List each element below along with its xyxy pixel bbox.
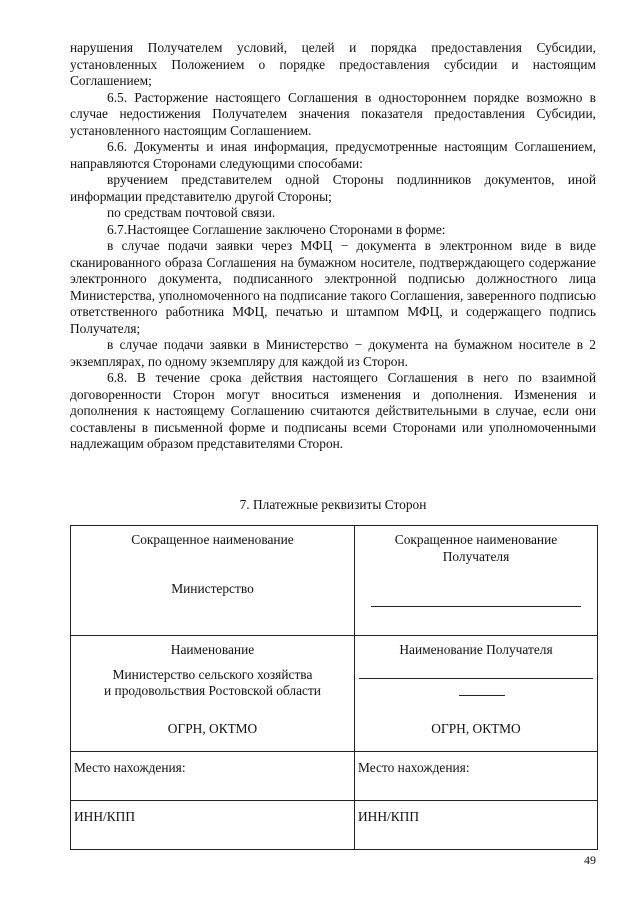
page-number: 49 [584,853,596,867]
name-recipient-cell [355,636,598,752]
table-row [71,526,598,636]
paragraph-continuation: нарушения Получателем условий, целей и порядка предоставления Субсидии, установленных Положением о порядке предоставления субсидии и настоящим Соглашением; [70,40,596,88]
paragraph-delivery-hand: вручением представителем одной Стороны подлинников документов, иной информации представителю другой Стороны; [70,172,596,204]
paragraph-delivery-post: по средствам почтовой связи. [107,205,276,220]
section-title: 7. Платежные реквизиты Сторон [239,496,427,512]
paragraph-ministry: в случае подачи заявки в Министерство − документа на бумажном носителе в 2 экземплярах, по одному экземпляру для каждой из Сторон. [70,337,596,369]
recipient-name-blank-1 [359,678,593,679]
paragraph-6-8: 6.8. В течение срока действия настоящего Соглашения в него по взаимной договоренности Сторон могут вноситься изменения и дополнения. Изменения и дополнения к настоящему Соглашению считаются действительными в случае, если они составлены в письменной форме и подписаны всеми Сторонами или уполномоченными надлежащим образом представителями Сторон. [70,370,596,451]
recipient-name-blank-2 [459,695,505,696]
inn-kpp-recipient-cell: ИНН/КПП [355,801,598,850]
location-ministry-cell: Место нахождения: [71,752,355,801]
recipient-short-name-blank [371,606,581,607]
inn-kpp-ministry-cell: ИНН/КПП [71,801,355,850]
paragraph-6-5: 6.5. Расторжение настоящего Соглашения в одностороннем порядке возможно в случае недостижения Получателем значения показателя предоставления Субсидии, установленного настоящим Соглашением. [70,89,596,138]
paragraph-6-7: 6.7.Настоящее Соглашение заключено Сторонами в форме: [107,221,446,237]
table-row [71,636,598,752]
ogrn-oktmo-ministry: ОГРН, ОКТМО [167,721,258,736]
document-page [70,40,596,850]
ministry-full-name-line-2: и продовольствия Ростовской области [104,683,321,698]
name-recipient-label: Наименование Получателя [399,642,553,657]
short-name-ministry-cell [71,526,355,636]
ogrn-oktmo-recipient: ОГРН, ОКТМО [431,721,521,736]
table-row [71,801,598,850]
short-name-ministry-value: Министерство [171,581,254,596]
short-name-recipient-label: Сокращенное наименование Получателя [394,532,558,564]
paragraph-6-6: 6.6. Документы и иная информация, предусмотренные настоящим Соглашением, направляются Сторонами следующими способами: [70,139,596,171]
short-name-label: Сокращенное наименование [131,532,294,547]
name-label: Наименование [170,642,255,657]
ministry-full-name-line-1: Министерство сельского хозяйства [112,667,313,682]
paragraph-mfc: в случае подачи заявки через МФЦ − документа в электронном виде в виде сканированного образа Соглашения на бумажном носителе, подтверждающего содержание электронного документа, подписанного электронной подписью должностного лица Министерства, уполномоченного на подписание такого Соглашения, заверенного подписью ответственного работника МФЦ, печатью и штампом МФЦ, и содержащего подпись Получателя; [70,238,596,336]
name-ministry-cell [71,636,355,752]
location-recipient-cell: Место нахождения: [355,752,598,801]
short-name-recipient-cell [355,526,598,636]
payment-details-table [70,525,598,850]
table-row [71,752,598,801]
